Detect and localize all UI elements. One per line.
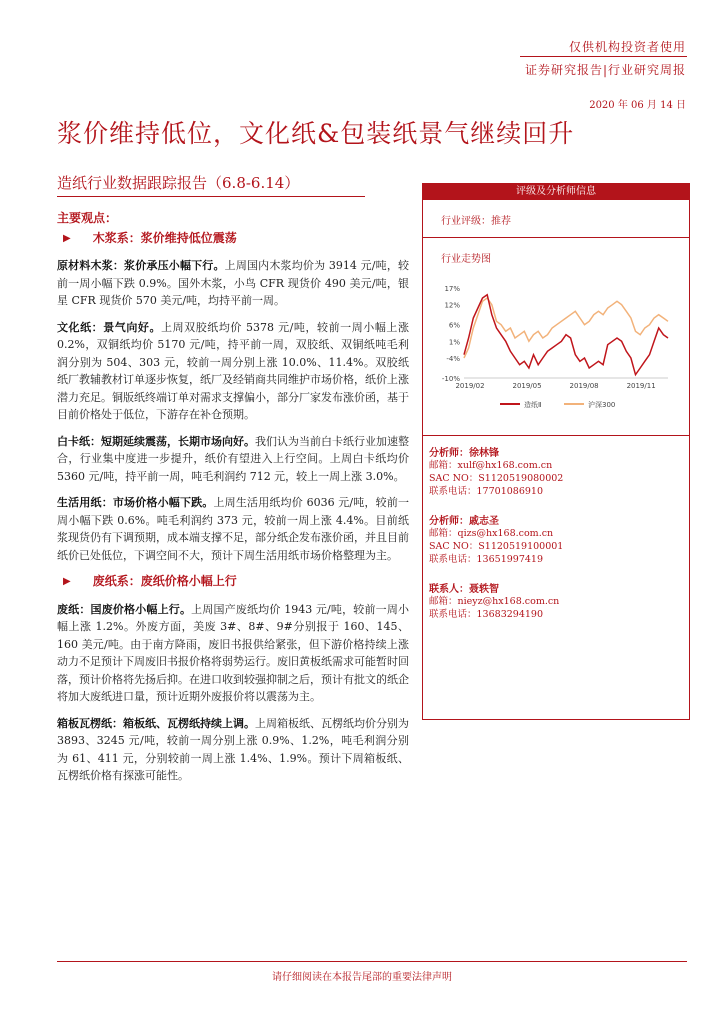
paragraph-body: 上周箱板纸、瓦楞纸均价分别为 3893、3245 元/吨，较前一周分别上涨 0.9%、1.2%，吨毛利润分别为 61、411 元，分别较前一周上涨 1.4%、1.9%。预计下周箱板纸、瓦楞纸价格有探涨可能性。 [57,716,409,782]
x-tick-label: 2019/05 [512,382,542,390]
y-tick-label: -4% [446,355,460,363]
x-tick-label: 2019/08 [569,382,599,390]
paragraph-white-card [57,433,409,486]
section-pulp-label: 木浆系：浆价维持低位震荡 [92,230,237,245]
page-subtitle: 造纸行业数据跟踪报告（6.8-6.14） [57,174,300,192]
paragraph-body: 上周国内木浆均价为 3914 元/吨，较前一周小幅下跌 0.9%。国外木浆，小鸟 CFR 现货价 490 美元/吨，银星 CFR 现货价 570 美元/吨，均持平前一周。 [57,259,409,307]
panel-heading: 评级及分析师信息 [423,184,689,200]
footer-divider [57,961,687,962]
industry-trend-chart [428,282,678,412]
y-tick-label: 1% [448,338,460,347]
subtitle-underline [57,196,365,197]
analyst-email[interactable]: 邮箱：xulf@hx168.com.cn [429,460,553,471]
legal-notice: 请仔细阅读在本报告尾部的重要法律声明 [272,972,452,983]
rating-value: 推荐 [491,216,511,227]
key-points-heading: 主要观点： [57,211,118,225]
industry-rating [423,200,689,227]
x-tick-label: 2019/11 [626,382,656,390]
header-divider [520,56,687,57]
x-tick-label: 2019/02 [455,382,485,390]
section-waste-heading [63,573,409,591]
main-content [57,210,409,794]
analyst-phone: 联系电话：13651997419 [429,554,544,565]
paragraph-pulp [57,257,409,310]
paragraph-lead: 原材料木浆：浆价承压小幅下行。 [57,259,225,272]
analyst-name-line: 分析师：戚志圣 [429,516,499,527]
contact-name-line: 联系人：聂轶智 [429,584,499,595]
y-tick-label: 6% [448,321,460,330]
paragraph-body: 上周生活用纸均价 6036 元/吨，较前一周小幅下跌 0.6%。吨毛利润约 373 元，较前一周上涨 4.4%。目前纸浆现货仍有下调预期，成本端支撑不足，部分纸企发布涨价函，并且目前纸价已处低位，下调空间不大，预计下周生活用纸市场价格整理为主。 [57,496,410,562]
y-tick-label: 17% [444,285,460,293]
rating-analyst-panel [422,183,690,720]
triangle-right-icon: ▶ [63,232,71,244]
x-axis [455,382,655,390]
contact-email[interactable]: 邮箱：nieyz@hx168.com.cn [429,596,560,607]
analyst-sac: SAC NO：S1120519080002 [429,473,564,484]
paragraph-waste-paper [57,601,409,706]
paragraph-lead: 废纸：国废价格小幅上行。 [57,602,192,616]
paragraph-body: 上周双胶纸均价 5378 元/吨，较前一周小幅上涨 0.2%，双铜纸均价 5170 元/吨，持平前一周，双胶纸、双铜纸吨毛利润分别为 504、303 元，较前一周分别上涨 10.0%、11.4%。双胶纸纸厂教辅教材订单逐步恢复，纸厂及经销商共同维护市场价格，纸价上涨潜力充足。铜版纸终端订单对需求支撑偏小，部分厂家发布涨价函，基于目前价格处于低位，下游存在补仓预期。 [57,320,409,421]
y-tick-label: -10% [441,375,460,383]
page-title: 浆价维持低位，文化纸&包装纸景气继续回升 [57,119,575,148]
section-waste-label: 废纸系：废纸价格小幅上行 [92,574,237,588]
paragraph-lead: 白卡纸：短期延续震荡，长期市场向好。 [57,434,255,448]
section-pulp-heading [63,230,409,248]
trend-chart-label: 行业走势图 [441,254,491,265]
contact-phone: 联系电话：13683294190 [429,609,544,620]
paragraph-body: 我们认为当前白卡纸行业加速整合，行业集中度进一步提升，纸价有望进入上行空间。上周白卡纸均价 5360 元/吨，持平前一周，吨毛利润约 712 元，较上一周上涨 3.0%。 [57,434,409,483]
analyst-name-line: 分析师：徐林锋 [429,448,499,459]
analyst-phone: 联系电话：17701086910 [429,486,544,497]
paragraph-lead: 箱板瓦楞纸：箱板纸、瓦楞纸持续上调。 [57,716,255,730]
paragraph-tissue [57,494,409,564]
report-date: 2020 年 06 月 14 日 [589,100,686,111]
legend-label: 沪深300 [588,401,616,409]
analyst-email[interactable]: 邮箱：qizs@hx168.com.cn [429,528,554,539]
paragraph-containerboard [57,715,409,785]
chart-legend [500,400,615,409]
audience-notice: 仅供机构投资者使用 [568,40,686,54]
triangle-right-icon: ▶ [63,576,71,587]
analyst-sac: SAC NO：S1120519100001 [429,541,564,552]
series-line-index [464,298,668,358]
y-tick-label: 12% [444,301,460,310]
analyst-block-2 [423,498,689,566]
report-type: 证券研究报告|行业研究周报 [524,63,686,77]
paragraph-cultural-paper [57,319,409,424]
analyst-block-1 [423,436,689,498]
contact-block [423,566,689,621]
paragraph-body: 上周国产废纸均价 1943 元/吨，较前一周小幅上涨 1.2%。外废方面，美废 3#、8#、9#分别报于 160、145、160 美元/吨。由于南方降雨，废旧书报供给紧张，但下游价格持续上涨动力不足预计下周废旧书报价格将弱势运行。废旧黄板纸需求可能暂时回落，预计价格将先扬后抑。在进口收到较强抑制之后，预计有批文的纸企将加大废纸进口量，预计近期外废报价将以震荡为主。 [57,602,409,703]
paragraph-lead: 生活用纸：市场价格小幅下跌。 [57,496,214,509]
rating-label: 行业评级： [441,216,491,227]
legend-label: 造纸Ⅱ [524,401,542,409]
series-line-paper [464,295,668,375]
paragraph-lead: 文化纸：景气向好。 [57,320,162,334]
